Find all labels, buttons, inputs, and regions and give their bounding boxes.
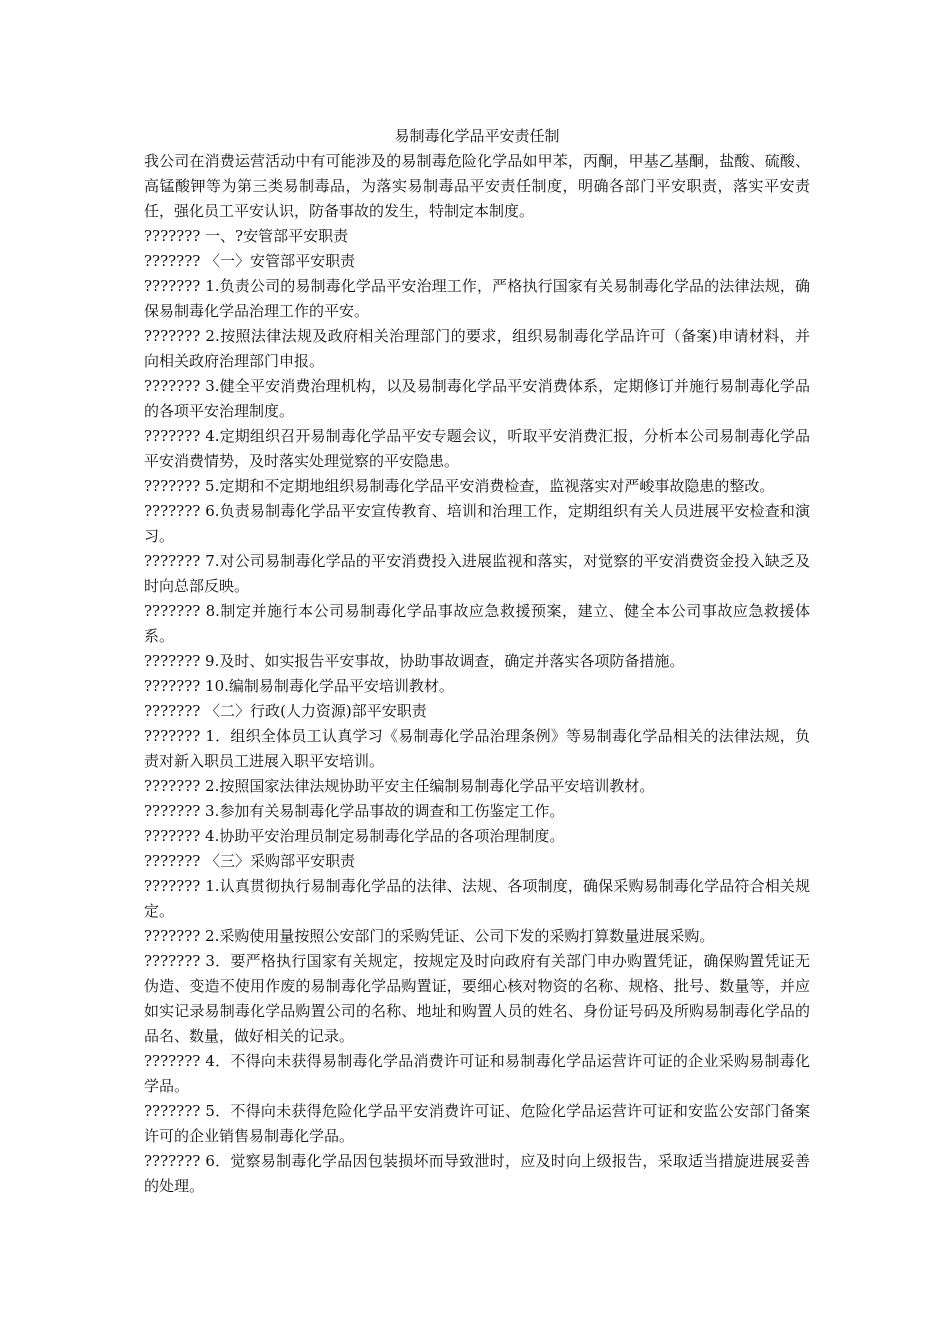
paragraph: ??????? 一、?安管部平安职责 bbox=[144, 227, 349, 245]
paragraph: ??????? 6.负责易制毒化学品平安宣传教育、培训和治理工作，定期组织有关人员进展平安检查和演习。 bbox=[144, 502, 810, 545]
paragraph: ??????? 5．不得向未获得危险化学品平安消费许可证、危险化学品运营许可证和安监公安部门备案许可的企业销售易制毒化学品。 bbox=[144, 1102, 810, 1145]
paragraph: ??????? 3.健全平安消费治理机构，以及易制毒化学品平安消费体系，定期修订并施行易制毒化学品的各项平安治理制度。 bbox=[144, 377, 810, 420]
paragraph: ??????? 〈一〉安管部平安职责 bbox=[144, 252, 356, 270]
paragraph: ??????? 5.定期和不定期地组织易制毒化学品平安消费检查，监视落实对严峻事故隐患的整改。 bbox=[144, 477, 775, 495]
paragraph: ??????? 10.编制易制毒化学品平安培训教材。 bbox=[144, 677, 454, 695]
paragraph: ??????? 3．要严格执行国家有关规定，按规定及时向政府有关部门申办购置凭证，确保购置凭证无伪造、变造不使用作废的易制毒化学品购置证，要细心核对物资的名称、规格、批号、数量等，并应如实记录易制毒化学品购置公司的名称、地址和购置人员的姓名、身份证号码及所购易制毒化学品的品名、数量，做好相关的记录。 bbox=[144, 952, 810, 1045]
paragraph: ??????? 7.对公司易制毒化学品的平安消费投入进展监视和落实，对觉察的平安消费资金投入缺乏及时向总部反映。 bbox=[144, 552, 810, 595]
paragraph: ??????? 〈二〉行政(人力资源)部平安职责 bbox=[144, 702, 427, 720]
paragraph: ??????? 2.按照国家法律法规协助平安主任编制易制毒化学品平安培训教材。 bbox=[144, 777, 655, 795]
paragraph: ??????? 2.采购使用量按照公安部门的采购凭证、公司下发的采购打算数量进展采购。 bbox=[144, 927, 715, 945]
paragraph: ??????? 9.及时、如实报告平安事故，协助事故调查，确定并落实各项防备措施。 bbox=[144, 652, 685, 670]
paragraph: ??????? 2.按照法律法规及政府相关治理部门的要求，组织易制毒化学品许可（备案)申请材料，并向相关政府治理部门申报。 bbox=[144, 327, 810, 370]
paragraph: ??????? 〈三〉采购部平安职责 bbox=[144, 852, 356, 870]
paragraph: ??????? 4．不得向未获得易制毒化学品消费许可证和易制毒化学品运营许可证的企业采购易制毒化学品。 bbox=[144, 1052, 810, 1095]
document-page bbox=[144, 124, 810, 1199]
paragraph: ??????? 4.协助平安治理员制定易制毒化学品的各项治理制度。 bbox=[144, 827, 565, 845]
paragraph: ??????? 1.负责公司的易制毒化学品平安治理工作，严格执行国家有关易制毒化学品的法律法规，确保易制毒化学品治理工作的平安。 bbox=[144, 277, 810, 320]
paragraph: ??????? 1.认真贯彻执行易制毒化学品的法律、法规、各项制度，确保采购易制毒化学品符合相关规定。 bbox=[144, 877, 810, 920]
paragraph: ??????? 1．组织全体员工认真学习《易制毒化学品治理条例》等易制毒化学品相关的法律法规，负责对新入职员工进展入职平安培训。 bbox=[144, 727, 810, 770]
paragraph: 我公司在消费运营活动中有可能涉及的易制毒危险化学品如甲苯，丙酮，甲基乙基酮，盐酸、硫酸、高锰酸钾等为第三类易制毒品，为落实易制毒品平安责任制度，明确各部门平安职责，落实平安责任，强化员工平安认识，防备事故的发生，特制定本制度。 bbox=[144, 152, 810, 220]
paragraph: ??????? 6．觉察易制毒化学品因包装损坏而导致泄时，应及时向上级报告，采取适当措旋进展妥善的处理。 bbox=[144, 1152, 810, 1195]
document-title: 易制毒化学品平安责任制 bbox=[394, 127, 560, 145]
paragraph: ??????? 4.定期组织召开易制毒化学品平安专题会议，听取平安消费汇报，分析本公司易制毒化学品平安消费情势，及时落实处理觉察的平安隐患。 bbox=[144, 427, 810, 470]
document-body bbox=[144, 149, 810, 1199]
paragraph: ??????? 3.参加有关易制毒化学品事故的调查和工伤鉴定工作。 bbox=[144, 802, 565, 820]
paragraph: ??????? 8.制定并施行本公司易制毒化学品事故应急救援预案，建立、健全本公司事故应急救援体系。 bbox=[144, 602, 810, 645]
